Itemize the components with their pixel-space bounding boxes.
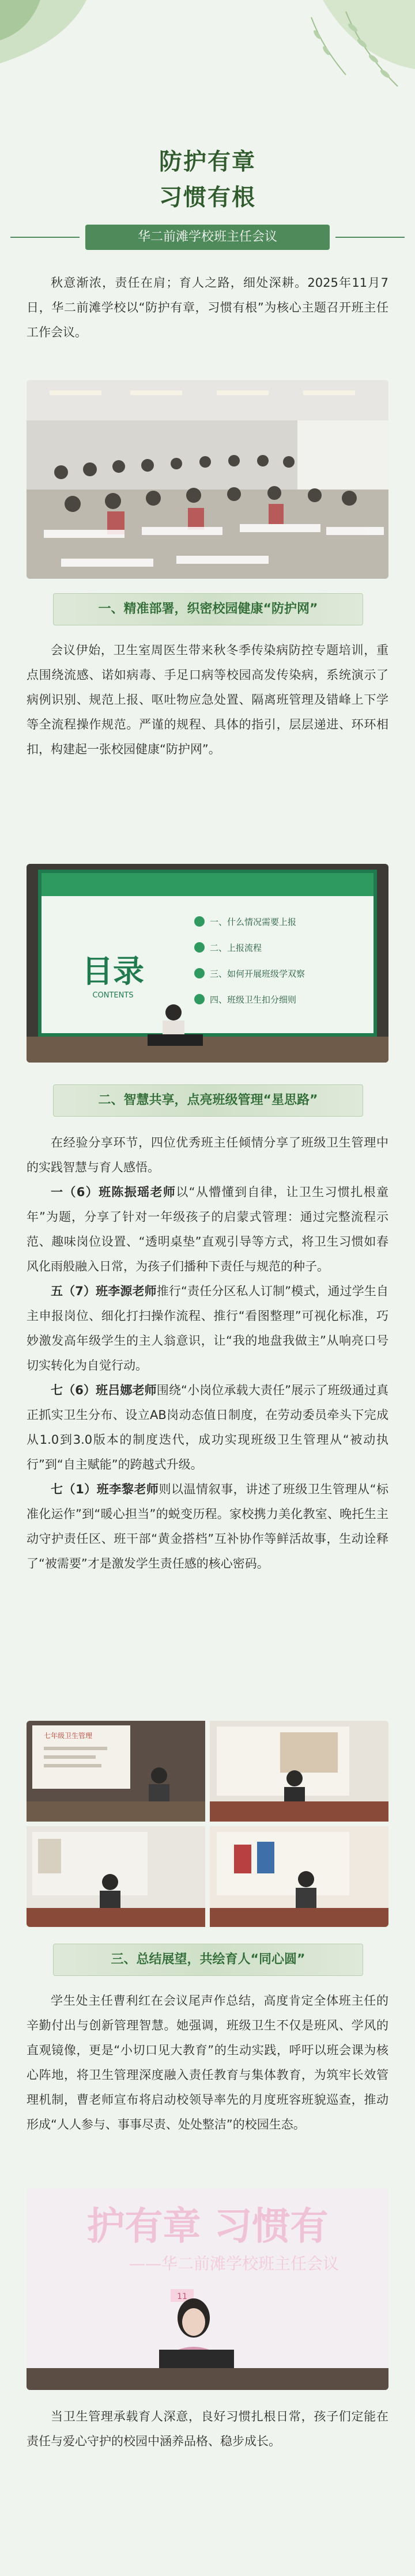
share-item-teacher: 七（1）班李黎老师 [51, 1482, 159, 1496]
section-2-heading: 二、智慧共享，点亮班级管理“星思路” [53, 1084, 363, 1117]
share-item-text: 以“从懵懂到自律，让卫生习惯扎根童年”为题，分享了针对一年级孩子的启蒙式管理：通过完整流程示范、趣味岗位设置、“透明桌垫”直观引导等方式，将卫生习惯如春风化雨般融入日常，为孩子们播种下责任与规范的种子。 [27, 1185, 388, 1273]
share-item-text: 推行“责任分区私人订制”模式，通过学生自主申报岗位、细化打扫操作流程、推行“看图整理”可视化标准，巧妙激发高年级学生的主人翁意识，让“我的地盘我做主”从响亮口号切实转化为自觉行动。 [27, 1284, 388, 1372]
section-2-body [27, 1130, 388, 1576]
share-item-teacher: 一（6）班陈振瑶老师 [51, 1185, 176, 1199]
sharing-photo-2 [210, 1721, 388, 1822]
section-3-paragraph: 学生处主任曹利红在会议尾声作总结，高度肯定全体班主任的辛勤付出与创新管理智慧。她强调，班级卫生不仅是班风、学风的直观镜像，更是“小切口见大教育”的生动实践，呼吁以班会课为核心阵地，将卫生管理深度融入责任教育与集体教育，为筑牢长效管理机制，曹老师宣布将启动校领导率先的月度班容班貌巡查，推动形成“人人参与、事事尽责、处处整洁”的校园生态。 [27, 1994, 388, 2131]
title-line-2: 习惯有根 [159, 184, 256, 211]
slide-item-1: 一、什么情况需要上报 [210, 917, 297, 927]
share-item [27, 1180, 388, 1279]
sharing-photo-1 [27, 1721, 205, 1822]
section-3-body [27, 1989, 388, 2137]
section-2-intro: 在经验分享环节，四位优秀班主任倾情分享了班级卫生管理中的实践智慧与育人感悟。 [27, 1136, 388, 1174]
section-3-heading: 三、总结展望，共绘育人“同心圆” [53, 1944, 363, 1976]
training-slide-photo [27, 864, 388, 1063]
meeting-hall-photo [27, 380, 388, 579]
closing-block [27, 2404, 388, 2454]
subtitle-banner: 华二前滩学校班主任会议 [85, 225, 330, 250]
title-block [0, 144, 415, 215]
section-1-body [27, 638, 388, 762]
sharing-photo-grid [27, 1721, 388, 1927]
share-item-teacher: 七（6）班吕娜老师 [51, 1383, 157, 1397]
slide-item-4: 四、班级卫生扣分细则 [210, 995, 297, 1005]
slide-title: 目录 [82, 953, 144, 989]
banner-date: 11 [177, 2292, 187, 2301]
share-item-teacher: 五（7）班李源老师 [51, 1284, 157, 1298]
article-header [0, 0, 415, 242]
slide-title-sub: CONTENTS [92, 991, 134, 1000]
section-1-heading: 一、精准部署，织密校园健康“防护网” [53, 593, 363, 625]
sharing-photo-4 [210, 1826, 388, 1927]
slide-item-2: 二、上报流程 [210, 943, 262, 953]
share-item [27, 1378, 388, 1477]
banner-text: 护有章 习惯有 [86, 2204, 329, 2248]
share-item [27, 1477, 388, 1576]
closing-speech-photo [27, 2188, 388, 2390]
slide-item-3: 三、如何开展班级学双察 [210, 969, 305, 979]
banner-subtext: ——华二前滩学校班主任会议 [129, 2254, 339, 2273]
slide-caption: 七年级卫生管理 [44, 1732, 93, 1740]
section-1-paragraph: 会议伊始，卫生室周医生带来秋冬季传染病防控专题培训，重点围绕流感、诺如病毒、手足口病等校园高发传染病，系统演示了病例识别、规范上报、呕吐物应急处置、隔离班管理及错峰上下学等全流程操作规范。严谨的规程、具体的指引，层层递进、环环相扣，构建起一张校园健康“防护网”。 [27, 643, 388, 756]
leaf-decoration [0, 0, 415, 115]
closing-paragraph: 当卫生管理承载育人深意，良好习惯扎根日常，孩子们定能在责任与爱心守护的校园中涵养品格、稳步成长。 [27, 2410, 388, 2448]
share-item-text: 围绕“小岗位承载大责任”展示了班级通过真正抓实卫生分布、设立AB岗动态值日制度，在劳动委员牵头下完成从1.0到3.0版本的制度迭代，成功实现班级卫生管理从“被动执行”到“自主赋能”的跨越式升级。 [27, 1383, 388, 1471]
title-line-1: 防护有章 [159, 149, 256, 175]
intro-block [27, 271, 388, 345]
intro-paragraph: 秋意渐浓，责任在肩；育人之路，细处深耕。2025年11月7日，华二前滩学校以“防护有章，习惯有根”为核心主题召开班主任工作会议。 [27, 276, 388, 339]
sharing-photo-3 [27, 1826, 205, 1927]
share-item-text: 则以温情叙事，讲述了班级卫生管理从“标准化运作”到“暖心担当”的蜕变历程。家校携力美化教室、晚托生主动守护责任区、班干部“黄金搭档”互补协作等鲜活故事，生动诠释了“被需要”才是激发学生责任感的核心密码。 [27, 1482, 388, 1570]
share-item [27, 1279, 388, 1378]
